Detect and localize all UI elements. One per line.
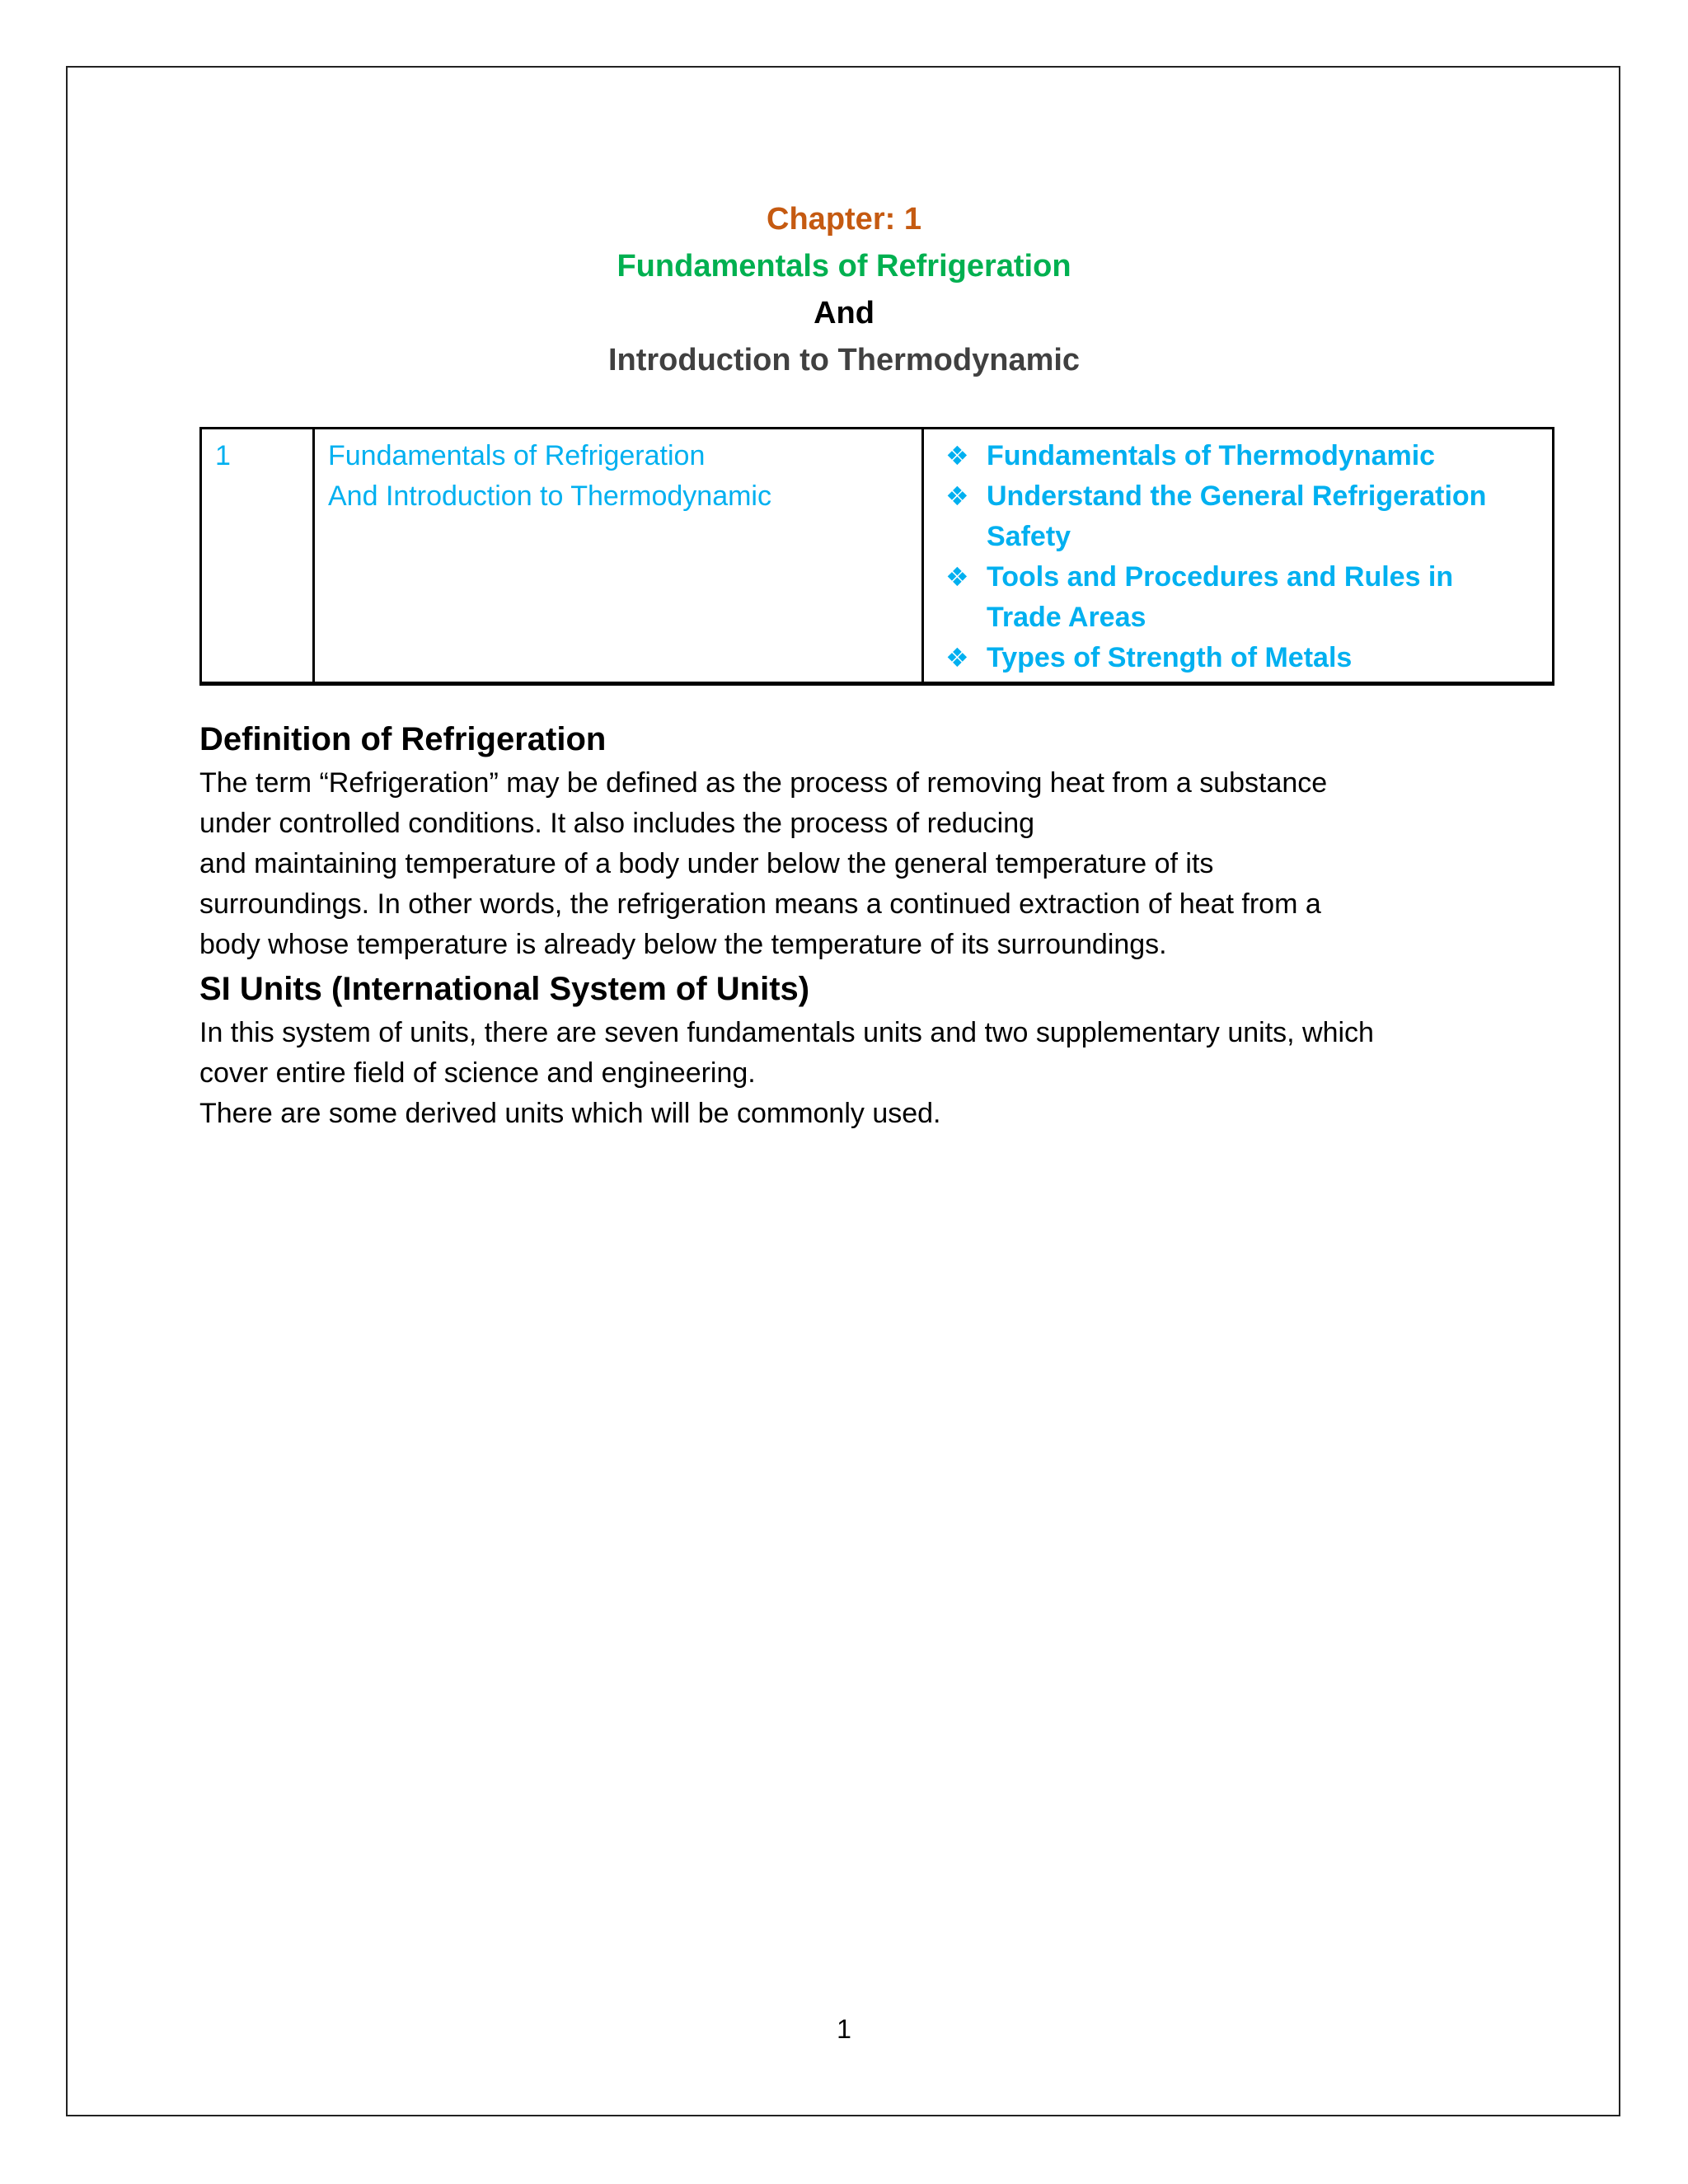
table-row: [201, 429, 1554, 684]
title-conjunction: And: [814, 296, 874, 330]
unit-title-line: Fundamentals of Refrigeration: [328, 440, 706, 471]
topic-line: Tools and Procedures and Rules in: [987, 561, 1454, 593]
paragraph-line: There are some derived units which will be commonly used.: [199, 1098, 941, 1129]
chapter-label: Chapter: 1: [767, 202, 921, 237]
diamond-bullet-icon: ❖: [945, 441, 969, 471]
paragraph-line: The term “Refrigeration” may be defined as the process of removing heat from a substance: [199, 767, 1328, 799]
overview-table: [199, 427, 1554, 686]
diamond-bullet-icon: ❖: [945, 481, 969, 511]
unit-number-cell: [201, 429, 314, 684]
paragraph-line: under controlled conditions. It also includes the process of reducing: [199, 808, 1035, 839]
topic-list: [934, 436, 1545, 682]
page-number: 1: [837, 2014, 851, 2044]
list-item: [934, 557, 1545, 638]
list-item: [934, 476, 1545, 557]
section-heading-si-units: SI Units (International System of Units): [199, 971, 810, 1007]
paragraph-line: body whose temperature is already below the temperature of its surroundings.: [199, 929, 1167, 960]
paragraph-line: and maintaining temperature of a body under below the general temperature of its: [199, 848, 1214, 879]
paragraph-line: cover entire field of science and engineering.: [199, 1057, 756, 1089]
paragraph-line: surroundings. In other words, the refrigeration means a continued extraction of heat from a: [199, 888, 1321, 920]
unit-title-line: And Introduction to Thermodynamic: [328, 480, 771, 512]
chapter-title-block: [0, 196, 1688, 384]
list-item: [934, 436, 1545, 476]
diamond-bullet-icon: ❖: [945, 643, 969, 673]
topic-line: Trade Areas: [987, 602, 1146, 633]
unit-title-cell: [314, 429, 923, 684]
unit-topics-cell: [923, 429, 1554, 684]
diamond-bullet-icon: ❖: [945, 562, 969, 592]
chapter-subtitle: Introduction to Thermodynamic: [607, 343, 1081, 377]
list-item: [934, 638, 1545, 678]
chapter-title: Fundamentals of Refrigeration: [617, 249, 1071, 284]
section-heading-definition: Definition of Refrigeration: [199, 721, 607, 757]
topic-line: Safety: [987, 521, 1071, 552]
unit-number: 1: [215, 440, 231, 471]
topic-line: Types of Strength of Metals: [987, 642, 1353, 673]
body-content: [199, 715, 1535, 1134]
paragraph-line: In this system of units, there are seven fundamentals units and two supplementary units, which: [199, 1017, 1374, 1048]
topic-line: Understand the General Refrigeration: [987, 480, 1487, 512]
topic-line: Fundamentals of Thermodynamic: [987, 440, 1436, 471]
